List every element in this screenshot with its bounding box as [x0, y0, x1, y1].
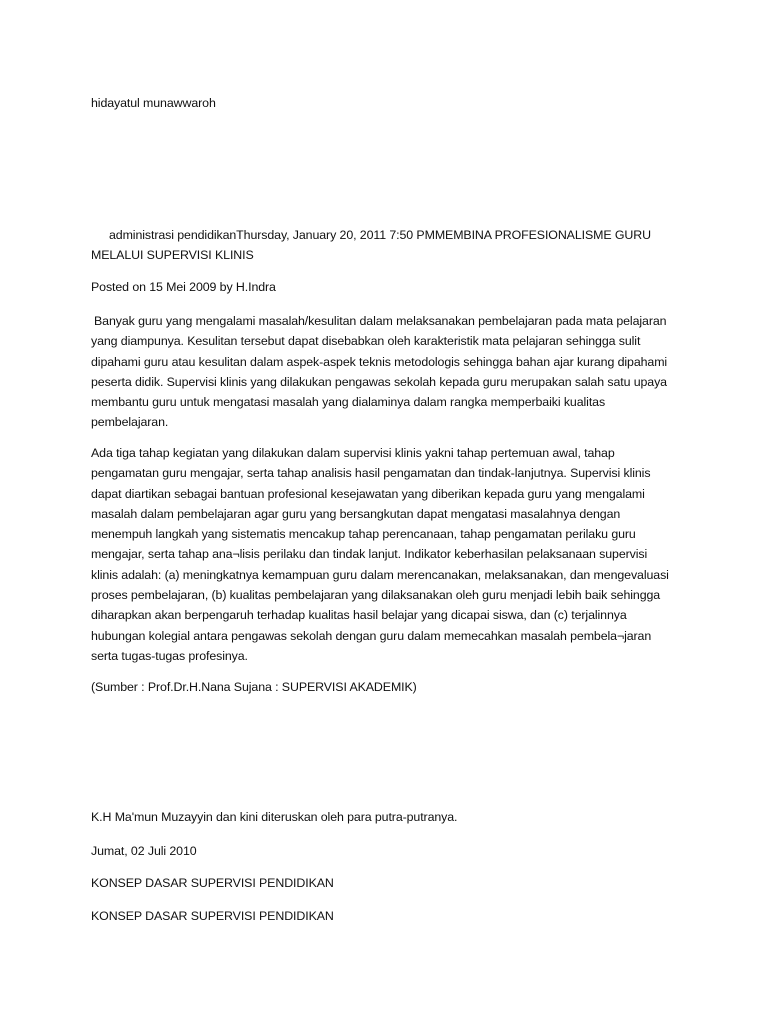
- author-name: hidayatul munawwaroh: [91, 96, 216, 110]
- paragraph-1: Banyak guru yang mengalami masalah/kesulitan dalam melaksanakan pembelajaran pada mata pelajaran yang diampunya. Kesulitan tersebut dapat disebabkan oleh karakteristik mata pelajaran sehingga sulit dipahami guru atau kesulitan dalam aspek-aspek teknis metodologis sehingga bahan ajar kurang dipahami peserta didik. Supervisi klinis yang dilakukan pengawas sekolah kepada guru merupakan salah satu upaya membantu guru untuk mengatasi masalah yang dialaminya dalam rangka memperbaiki kualitas pembelajaran.: [91, 314, 668, 430]
- concept-title-1: KONSEP DASAR SUPERVISI PENDIDIKAN: [91, 876, 334, 890]
- paragraph-2: Ada tiga tahap kegiatan yang dilakukan dalam supervisi klinis yakni tahap pertemuan awal, tahap pengamatan guru mengajar, serta tahap analisis hasil pengamatan dan tindak-lanjutnya. Supervisi klinis dapat diartikan sebagai bantuan profesional kesejawatan yang diberikan kepada guru yang mengalami masalah dalam pembelajaran agar guru yang bersangkutan dapat mengatasi masalahnya dengan menempuh langkah yang sistematis mencakup tahap perencanaan, tahap pengamatan perilaku guru mengajar, serta tahap ana¬lisis perilaku dan tindak lanjut. Indikator keberhasilan pelaksanaan supervisi klinis adalah: (a) meningkatnya kemampuan guru dalam merencanakan, melaksanakan, dan mengevaluasi proses pembelajaran, (b) kualitas pembelajaran yang dilaksanakan oleh guru menjadi lebih baik sehingga diharapkan akan berpengaruh terhadap kualitas hasil belajar yang dicapai siswa, dan (c) terjalinnya hubungan kolegial antara pengawas sekolah dengan guru dalam memecahkan masalah pembela¬jaran serta tugas-tugas profesinya.: [91, 446, 669, 663]
- concept-title-2: KONSEP DASAR SUPERVISI PENDIDIKAN: [91, 909, 334, 923]
- credit-line: K.H Ma'mun Muzayyin dan kini diteruskan oleh para putra-putranya.: [91, 810, 458, 824]
- source-citation: (Sumber : Prof.Dr.H.Nana Sujana : SUPERVISI AKADEMIK): [91, 680, 417, 694]
- date-line: Jumat, 02 Juli 2010: [91, 844, 197, 858]
- document-heading: administrasi pendidikanThursday, January 20, 2011 7:50 PMMEMBINA PROFESIONALISME GURU MELALUI SUPERVISI KLINIS: [91, 228, 651, 263]
- posted-line: Posted on 15 Mei 2009 by H.Indra: [91, 280, 276, 294]
